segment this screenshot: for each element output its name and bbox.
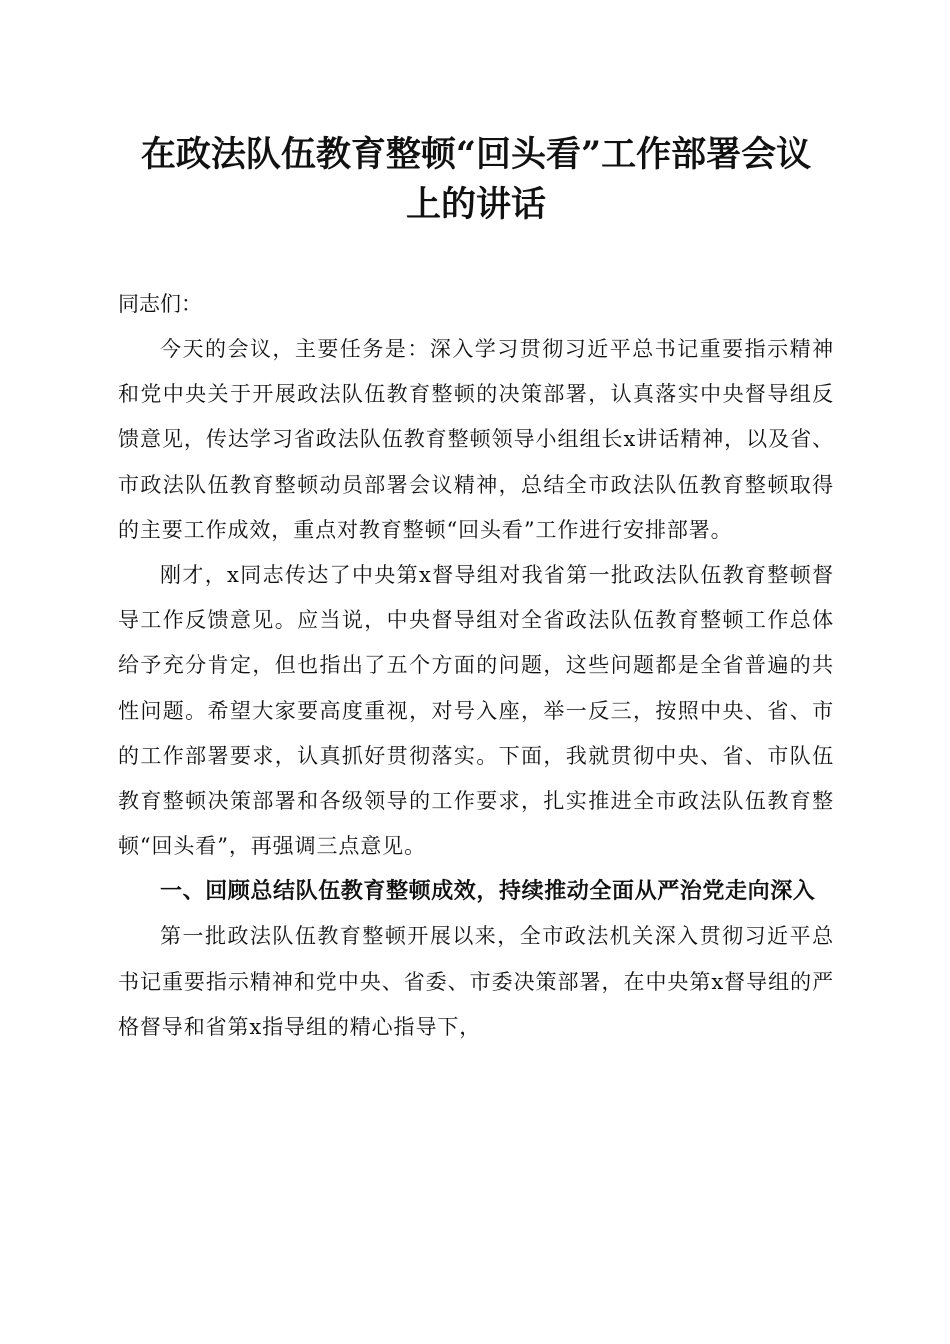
paragraph-3: 第一批政法队伍教育整顿开展以来，全市政法机关深入贯彻习近平总书记重要指示精神和党中央、省委、市委决策部署，在中央第x督导组的严格督导和省第x指导组的精心指导下， (118, 924, 834, 1039)
document-title (118, 130, 834, 230)
paragraph-1: 今天的会议，主要任务是：深入学习贯彻习近平总书记重要指示精神和党中央关于开展政法队伍教育整顿的决策部署，认真落实中央督导组反馈意见，传达学习省政法队伍教育整顿领导小组组长x讲话精神，以及省、市政法队伍教育整顿动员部署会议精神，总结全市政法队伍教育整顿取得的主要工作成效，重点对教育整顿“回头看”工作进行安排部署。 (118, 337, 834, 542)
document-page (118, 130, 834, 1050)
salutation: 同志们： (118, 292, 202, 316)
paragraph-2: 刚才，x同志传达了中央第x督导组对我省第一批政法队伍教育整顿督导工作反馈意见。应当说，中央督导组对全省政法队伍教育整顿工作总体给予充分肯定，但也指出了五个方面的问题，这些问题都是全省普遍的共性问题。希望大家要高度重视，对号入座，举一反三，按照中央、省、市的工作部署要求，认真抓好贯彻落实。下面，我就贯彻中央、省、市队伍教育整顿决策部署和各级领导的工作要求，扎实推进全市政法队伍教育整顿“回头看”，再强调三点意见。 (118, 563, 834, 859)
title-line-1: 在政法队伍教育整顿“回头看”工作部署会议 (140, 134, 812, 175)
section-heading-1: 一、回顾总结队伍教育整顿成效，持续推动全面从严治党走向深入 (160, 879, 816, 905)
title-line-2: 上的讲话 (405, 184, 546, 225)
